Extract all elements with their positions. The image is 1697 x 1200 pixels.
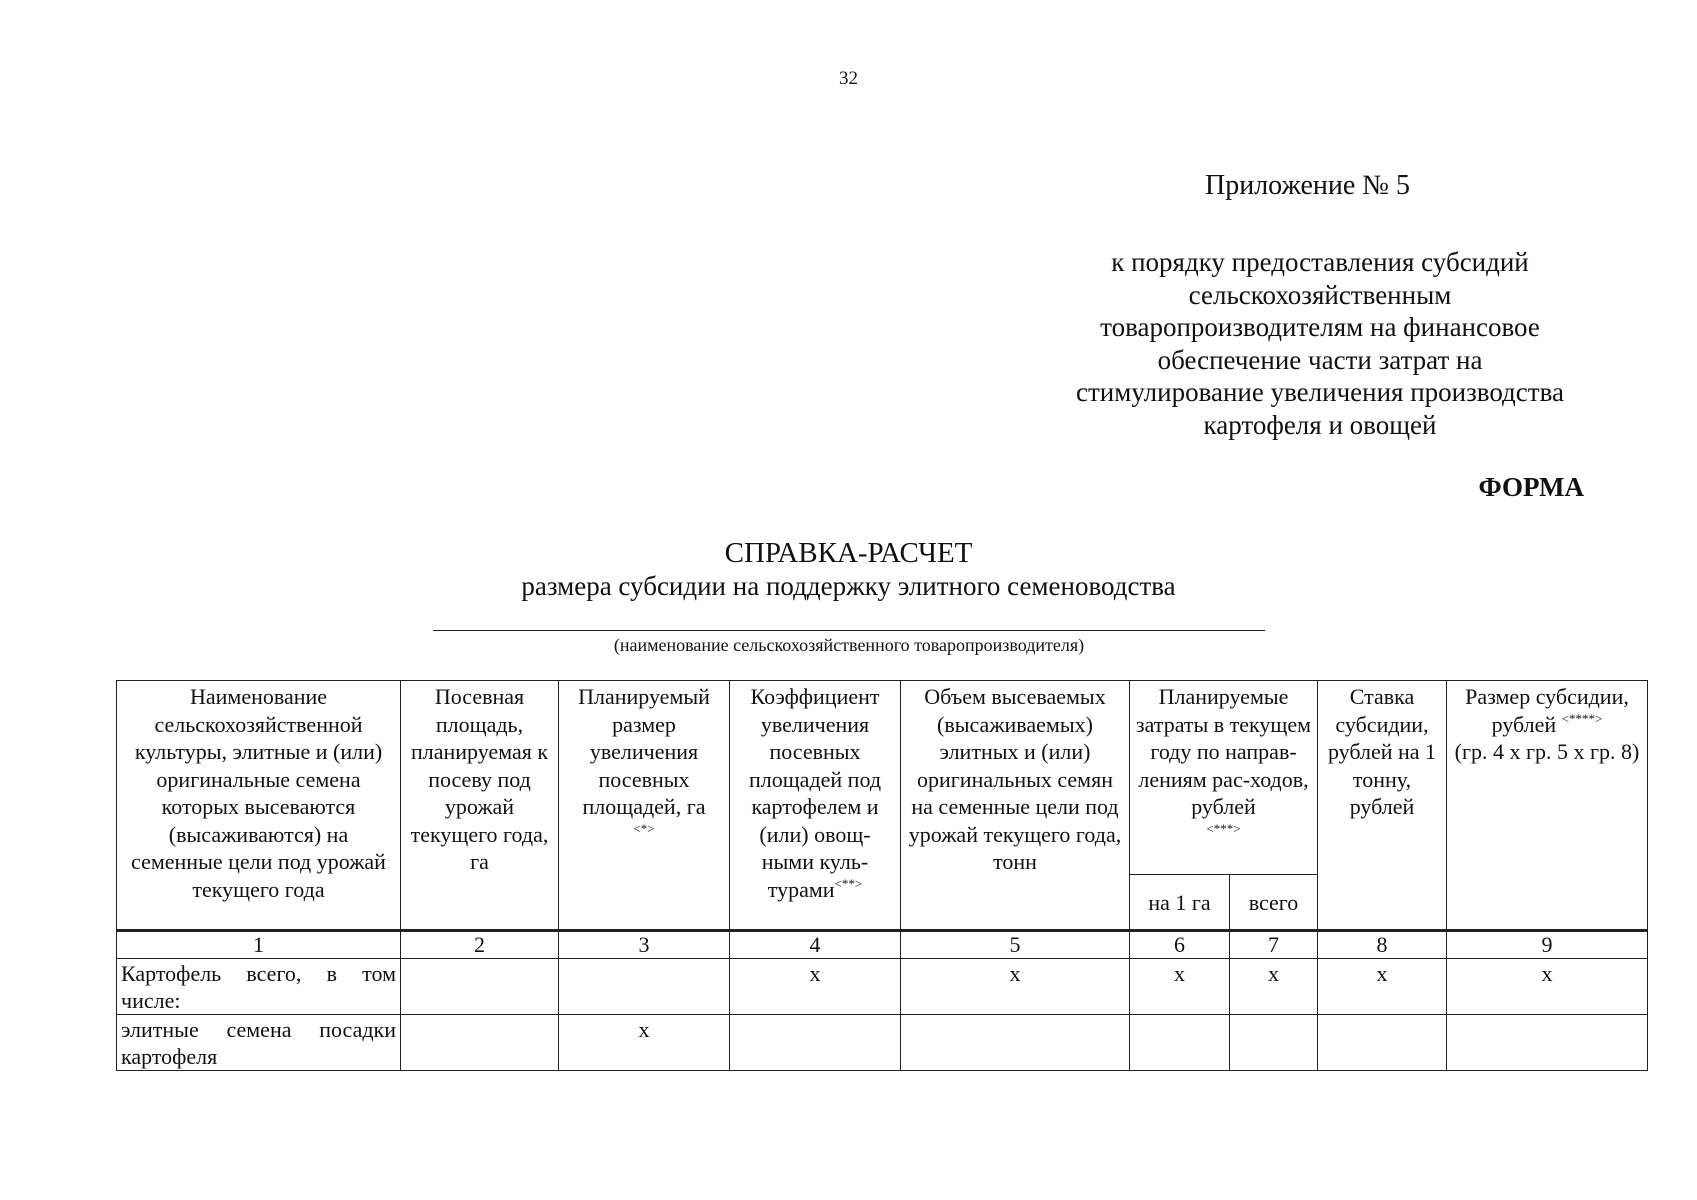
table-row [117,959,1648,1015]
header-sown-area: Посевная площадь, планируемая к посеву под урожай текущего года, га [401,681,559,931]
column-number: 5 [901,931,1130,959]
column-number: 6 [1130,931,1230,959]
header-per-hectare: на 1 га [1130,875,1230,931]
producer-name-line [433,630,1265,631]
form-label: ФОРМА [1478,472,1584,502]
table-cell [901,1015,1130,1071]
footnote-marker: <***> [1206,820,1241,836]
page-number: 32 [839,68,858,89]
appendix-subtitle-line: стимулирование увеличения производства [1076,377,1564,407]
table-cell: х [559,1015,730,1071]
table-cell: х [730,959,901,1015]
table-cell: х [1230,959,1318,1015]
table-cell [1230,1015,1318,1071]
column-number: 9 [1447,931,1648,959]
footnote-marker: <**> [834,875,863,891]
table-cell: х [1130,959,1230,1015]
appendix-subtitle [1040,246,1600,441]
document-subtitle: размера субсидии на поддержку элитного семеноводства [521,571,1176,601]
table-row [117,1015,1648,1071]
column-number: 8 [1318,931,1447,959]
table-cell: х [1447,959,1648,1015]
table-cell [1318,1015,1447,1071]
header-row [117,681,1648,875]
header-planned-increase-text: Планируемый размер увеличения посевных площадей, га [578,684,710,819]
table-cell: х [1318,959,1447,1015]
header-subsidy-formula: (гр. 4 х гр. 5 х гр. 8) [1454,739,1640,764]
header-planned-increase [559,681,730,931]
column-number-row [117,931,1648,959]
column-number: 7 [1230,931,1318,959]
appendix-subtitle-line: к порядку предоставления субсидий [1111,247,1529,277]
document-title: СПРАВКА-РАСЧЕТ [724,537,973,569]
table-cell [559,959,730,1015]
appendix-title: Приложение № 5 [1205,170,1410,201]
header-total: всего [1230,875,1318,931]
table-cell [401,1015,559,1071]
header-planned-costs [1130,681,1318,875]
appendix-subtitle-line: картофеля и овощей [1203,409,1437,440]
header-seed-volume: Объем высеваемых (высаживаемых) элитных и (или) оригинальных семян на семенные цели под урожай текущего года, тонн [901,681,1130,931]
table-cell [1130,1015,1230,1071]
appendix-subtitle-line: товаропроизводителям на финансовое [1100,312,1540,342]
footnote-marker: <****> [1561,710,1603,726]
header-coefficient [730,681,901,931]
header-crop-name: Наименование сельскохозяйственной культуры, элитные и (или) оригинальные семена которых высеваются (высаживаются) на семенные цели под урожай текущего года [117,681,401,931]
footnote-marker: <*> [633,820,655,836]
column-number: 2 [401,931,559,959]
table-cell-crop: Картофель всего, в том числе: [117,959,401,1015]
subsidy-calculation-table [116,680,1648,1071]
table-cell-crop: элитные семена посадки картофеля [117,1015,401,1071]
header-planned-costs-text: Планируемые затраты в текущем году по направ-лениям рас-ходов, рублей [1135,684,1312,819]
appendix-subtitle-line: обеспечение части затрат на [1157,344,1483,375]
header-subsidy-rate: Ставка субсидии, рублей на 1 тонну, рублей [1318,681,1447,931]
producer-name-caption: (наименование сельскохозяйственного товаропроизводителя) [613,635,1085,655]
header-subsidy-amount-text: Размер субсидии, рублей [1465,684,1629,737]
column-number: 3 [559,931,730,959]
table-cell [1447,1015,1648,1071]
table-cell [730,1015,901,1071]
column-number: 1 [117,931,401,959]
column-number: 4 [730,931,901,959]
table-cell [401,959,559,1015]
appendix-subtitle-line: сельскохозяйственным [1188,279,1452,310]
header-subsidy-amount [1447,681,1648,931]
header-coefficient-text: Коэффициент увеличения посевных площадей под картофелем и (или) овощ-ными куль-турами [748,684,882,902]
table-cell: х [901,959,1130,1015]
